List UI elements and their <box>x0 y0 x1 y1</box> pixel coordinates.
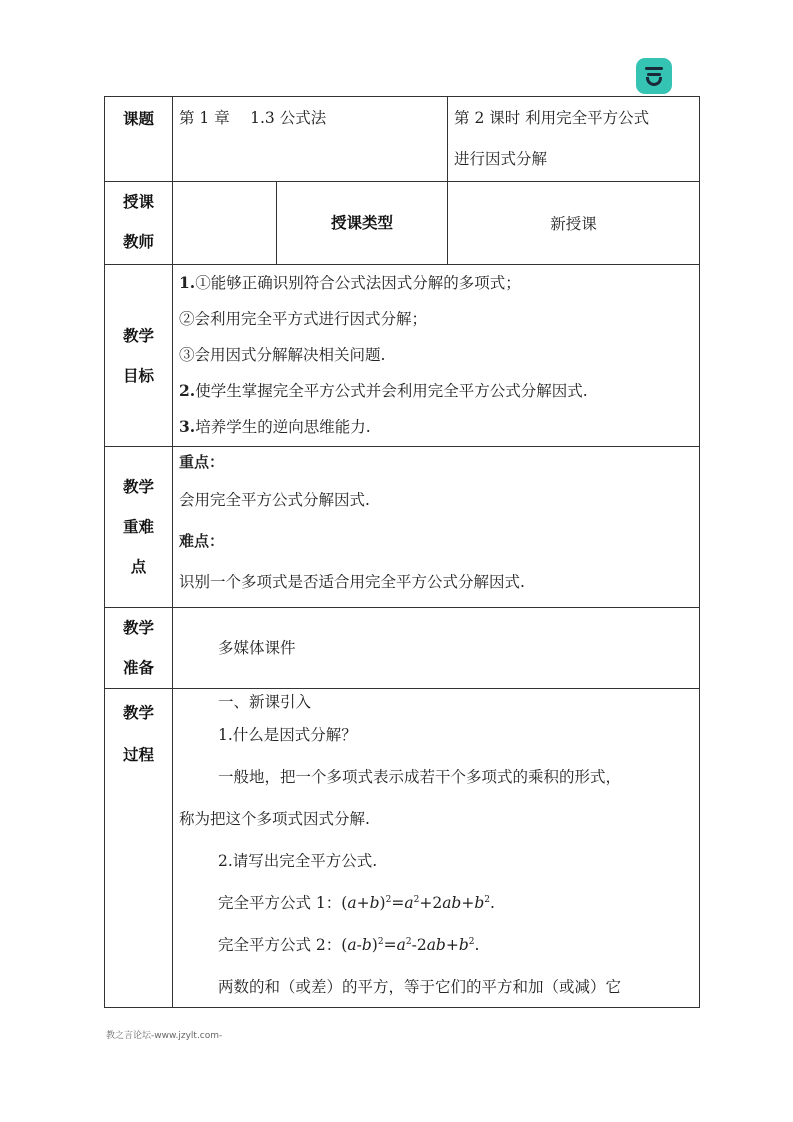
question-2: 2.请写出完全平方公式. <box>218 852 378 870</box>
goals-label: 教学 目标 <box>105 265 173 447</box>
key-text: 会用完全平方公式分解因式. <box>179 491 370 509</box>
goal-item: 2.使学生掌握完全平方公式并会利用完全平方公式分解因式. <box>179 381 588 400</box>
hard-title: 难点： <box>179 532 225 550</box>
lesson-line2: 进行因式分解 <box>454 150 548 168</box>
keypoints-cell <box>173 447 700 608</box>
goals-row <box>105 265 700 447</box>
process-cell <box>173 689 700 1008</box>
logo-icon <box>636 58 672 94</box>
logo-bar <box>645 67 663 70</box>
lesson-plan-table <box>104 96 700 1008</box>
teacher-value-cell <box>173 182 277 265</box>
logo-bar <box>647 73 661 76</box>
formula-1: 完全平方公式 1：$(a+b)^2=a^2+2ab+b^2$. <box>218 894 495 912</box>
topic-label: 课题 <box>105 97 173 182</box>
chapter-cell <box>173 97 448 182</box>
lesson-type-value: 新授课 <box>550 215 597 233</box>
section-title: 一、新课引入 <box>218 693 312 711</box>
prep-cell <box>173 608 700 689</box>
keypoints-label: 教学 重难 点 <box>105 447 173 608</box>
goal-item: ③会用因式分解解决相关问题. <box>179 346 386 364</box>
process-label: 教学 过程 <box>105 689 173 1008</box>
rule-text: 两数的和（或差）的平方，等于它们的平方和加（或减）它 <box>218 978 622 996</box>
hard-text: 识别一个多项式是否适合用完全平方公式分解因式. <box>179 573 525 591</box>
teacher-row <box>105 182 700 265</box>
footer-text: 教之言论坛-www.jzylt.com- <box>106 1031 223 1041</box>
lesson-line1: 第 2 课时 利用完全平方公式 <box>454 109 650 127</box>
logo-smile <box>646 77 662 86</box>
goal-item: ②会利用完全平方式进行因式分解； <box>179 310 428 328</box>
goal-item: 1.①能够正确识别符合公式法因式分解的多项式； <box>179 273 521 292</box>
formula-2: 完全平方公式 2：$(a-b)^2=a^2-2ab+b^2$. <box>218 936 480 954</box>
lesson-cell <box>448 97 700 182</box>
process-row <box>105 689 700 1008</box>
teacher-label: 授课 教师 <box>105 182 173 265</box>
question-1: 1.什么是因式分解？ <box>218 726 357 744</box>
answer-1-line1: 一般地，把一个多项式表示成若干个多项式的乘积的形式， <box>218 768 622 786</box>
topic-row <box>105 97 700 182</box>
goals-cell <box>173 265 700 447</box>
answer-1-line2: 称为把这个多项式因式分解. <box>179 810 370 828</box>
goal-item: 3.培养学生的逆向思维能力. <box>179 417 371 436</box>
lesson-type-label: 授课类型 <box>277 182 448 265</box>
lesson-type-value-cell <box>448 182 700 265</box>
prep-row <box>105 608 700 689</box>
prep-label: 教学 准备 <box>105 608 173 689</box>
keypoints-row <box>105 447 700 608</box>
prep-text: 多媒体课件 <box>218 639 296 657</box>
key-title: 重点： <box>179 453 225 471</box>
chapter-text: 第 1 章 1.3 公式法 <box>179 109 327 127</box>
